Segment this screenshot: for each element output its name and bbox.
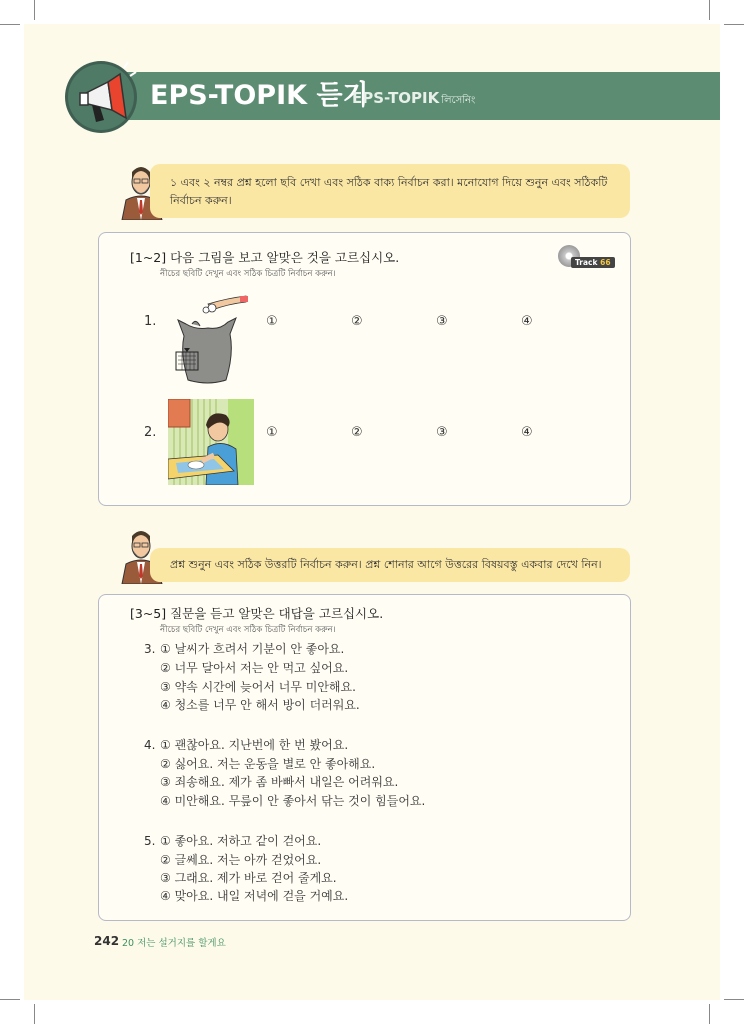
instruction-text-2: প্রশ্ন শুনুন এবং সঠিক উত্তরটি নির্বাচন করুন। প্রশ্ন শোনার আগে উত্তরের বিষয়বস্তু একবার দেখে নিন। xyxy=(170,558,602,571)
answer-option[interactable]: ③ xyxy=(436,314,448,329)
crop-mark xyxy=(709,1004,710,1024)
page-number: 242 xyxy=(94,934,120,948)
crop-mark xyxy=(0,24,20,25)
section1-subheading: নীচের ছবিটি দেখুন এবং সঠিক চিত্রটি নির্বাচন করুন। xyxy=(160,269,336,279)
question-number: 4. xyxy=(144,738,156,752)
instruction-box-1 xyxy=(150,164,630,218)
answer-option[interactable]: ② xyxy=(351,425,363,440)
answer-option[interactable]: ③ 약속 시간에 늦어서 너무 미안해요. xyxy=(160,680,356,694)
megaphone-icon xyxy=(64,60,138,134)
crop-mark xyxy=(34,0,35,20)
answer-option[interactable]: ① 괜찮아요. 지난번에 한 번 봤어요. xyxy=(160,738,349,752)
crop-mark xyxy=(724,999,744,1000)
answer-option[interactable]: ④ xyxy=(521,314,533,329)
answer-option[interactable]: ③ xyxy=(436,425,448,440)
section1-heading: [1~2] 다음 그림을 보고 알맞은 것을 고르십시오. xyxy=(130,250,400,265)
question-number: 3. xyxy=(144,642,156,656)
crop-mark xyxy=(709,0,710,20)
track-number: 66 xyxy=(600,258,611,267)
trash-bag-illustration xyxy=(168,294,248,386)
instruction-text-1: ১ এবং ২ নম্বর প্রশ্ন হলো ছবি দেখা এবং সঠিক বাক্য নির্বাচন করা। মনোযোগ দিয়ে শুনুন এবং সঠিকটি নির্বাচন করুন। xyxy=(170,176,608,207)
crop-mark xyxy=(34,1004,35,1024)
question-number: 1. xyxy=(144,314,157,329)
answer-option[interactable]: ② 싫어요. 저는 운동을 별로 안 좋아해요. xyxy=(160,757,376,771)
crop-mark xyxy=(724,24,744,25)
page-title: EPS-TOPIK 듣기 xyxy=(150,80,369,111)
page-subtitle-small: লিসেনিং xyxy=(441,95,476,106)
page-subtitle: EPS-TOPIK লিসেনিং xyxy=(352,89,476,107)
answer-option[interactable]: ① 날씨가 흐려서 기분이 안 좋아요. xyxy=(160,642,345,656)
answer-option[interactable]: ③ 그래요. 제가 바로 걷어 줄게요. xyxy=(160,871,337,885)
answer-option[interactable]: ① xyxy=(266,314,278,329)
answer-option[interactable]: ④ 미안해요. 무릎이 안 좋아서 닦는 것이 힘들어요. xyxy=(160,794,426,808)
answer-option[interactable]: ② xyxy=(351,314,363,329)
answer-option[interactable]: ④ 맞아요. 내일 저녁에 걷을 거예요. xyxy=(160,889,349,903)
chapter-title: 20 저는 설거지를 할게요 xyxy=(122,938,226,949)
question-number: 2. xyxy=(144,425,157,440)
man-washing-dishes-illustration xyxy=(168,399,254,485)
section2-heading: [3~5] 질문을 듣고 알맞은 대답을 고르십시오. xyxy=(130,606,384,621)
answer-option[interactable]: ② 글쎄요. 저는 아까 걷었어요. xyxy=(160,853,322,867)
answer-option[interactable]: ① xyxy=(266,425,278,440)
answer-option[interactable]: ③ 죄송해요. 제가 좀 바빠서 내일은 어려워요. xyxy=(160,775,399,789)
track-badge[interactable] xyxy=(558,245,610,269)
section2-subheading: নীচের ছবিটি দেখুন এবং সঠিক চিত্রটি নির্বাচন করুন। xyxy=(160,625,336,635)
track-label: Track 66 xyxy=(571,257,615,268)
crop-mark xyxy=(0,999,20,1000)
question-number: 5. xyxy=(144,834,156,848)
answer-option[interactable]: ① 좋아요. 저하고 같이 걷어요. xyxy=(160,834,322,848)
answer-option[interactable]: ④ xyxy=(521,425,533,440)
answer-option[interactable]: ④ 청소를 너무 안 해서 방이 더러워요. xyxy=(160,698,360,712)
instruction-box-2 xyxy=(150,548,630,582)
answer-option[interactable]: ② 너무 달아서 저는 안 먹고 싶어요. xyxy=(160,661,349,675)
